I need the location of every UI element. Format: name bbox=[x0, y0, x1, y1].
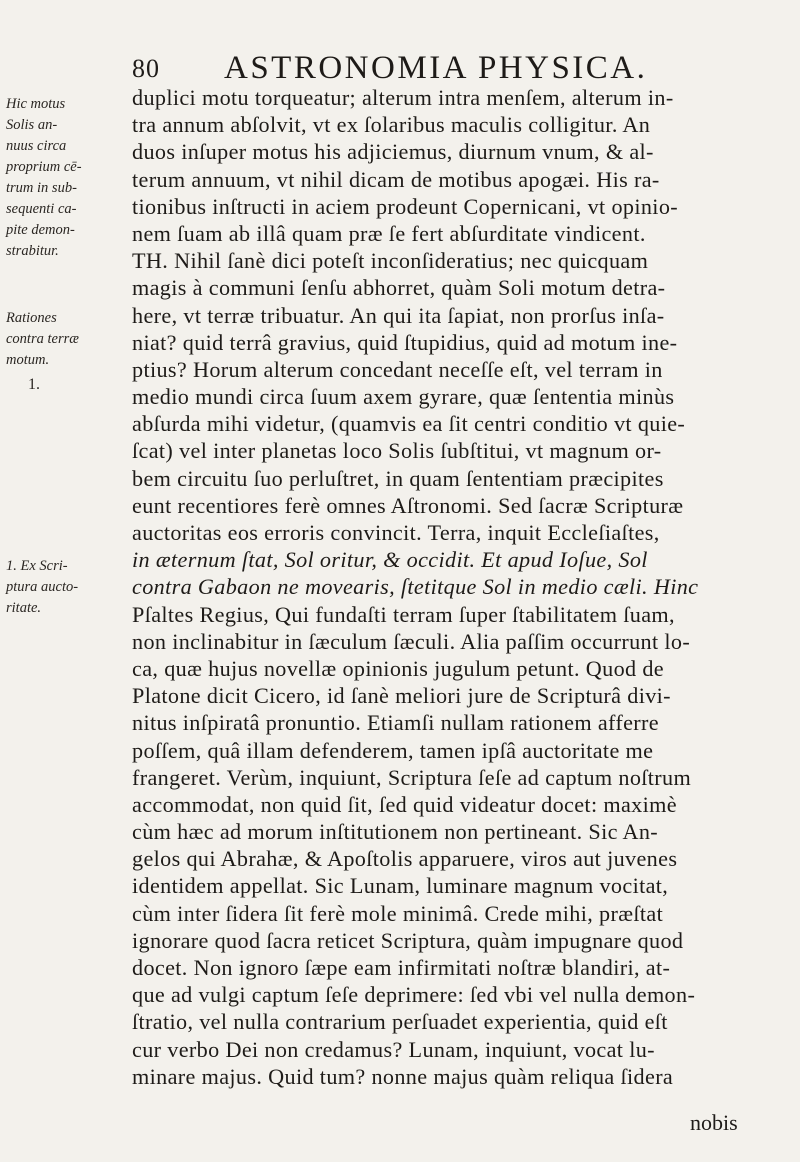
text-line: Platone dicit Cicero, id ſanè meliori jure de Scripturâ divi- bbox=[132, 683, 671, 709]
text-line: gelos qui Abrahæ, & Apoſtolis apparuere, viros aut juvenes bbox=[132, 846, 678, 872]
text-line: que ad vulgi captum ſeſe deprimere: ſed vbi vel nulla demon- bbox=[132, 982, 696, 1008]
margin-note-line: 1. Ex Scri- bbox=[6, 558, 68, 574]
text-line: terum annuum, vt nihil dicam de motibus apogæi. His ra- bbox=[132, 166, 660, 192]
running-head: ASTRONOMIA PHYSICA. bbox=[224, 50, 648, 86]
margin-note-line: sequenti ca- bbox=[6, 201, 77, 217]
text-line: ſtratio, vel nulla contrarium perſuadet experientia, quid eſt bbox=[132, 1009, 668, 1035]
margin-note-line: Hic motus bbox=[6, 96, 66, 112]
catchword: nobis bbox=[690, 1110, 738, 1135]
text-line: here, vt terræ tribuatur. An qui ita ſapiat, non prorſus inſa- bbox=[132, 302, 665, 328]
text-line: medio mundi circa ſuum axem gyrare, quæ ſententia minùs bbox=[132, 384, 675, 410]
margin-note-line: nuus circa bbox=[6, 138, 67, 154]
text-line: bem circuitu ſuo perluſtret, in quam ſententiam præcipites bbox=[132, 465, 664, 491]
text-line: abſurda mihi videtur, (quamvis ea ſit centri conditio vt quie- bbox=[132, 411, 686, 437]
text-line: docet. Non ignoro ſæpe eam infirmitati noſtræ blandiri, at- bbox=[132, 955, 671, 980]
margin-note-line: strabitur. bbox=[6, 243, 59, 259]
text-line: duplici motu torqueatur; alterum intra menſem, alterum in- bbox=[132, 85, 674, 110]
text-line: ſcat) vel inter planetas loco Solis ſubſtitui, vt magnum or- bbox=[132, 438, 662, 464]
text-line: accommodat, non quid ſit, ſed quid videatur docet: maximè bbox=[132, 791, 677, 817]
text-line: contra Gabaon ne movearis, ſtetitque Sol in medio cæli. Hinc bbox=[132, 574, 699, 600]
margin-note-line: pite demon- bbox=[6, 222, 75, 238]
text-line: non inclinabitur in ſæculum ſæculi. Alia paſſim occurrunt lo- bbox=[132, 628, 691, 654]
margin-note-line: Solis an- bbox=[6, 117, 58, 133]
body-text bbox=[132, 84, 782, 1090]
text-line: nitus inſpiratâ pronuntio. Etiamſi nullam rationem afferre bbox=[132, 710, 659, 736]
text-line: magis à communi ſenſu abhorret, quàm Soli motum detra- bbox=[132, 275, 666, 301]
text-line: frangeret. Verùm, inquiunt, Scriptura ſeſe ad captum noſtrum bbox=[132, 764, 692, 790]
text-line: ca, quæ hujus novellæ opinionis jugulum petunt. Quod de bbox=[132, 655, 664, 681]
margin-note-line: trum in sub- bbox=[6, 180, 77, 196]
margin-note-scripture bbox=[6, 556, 126, 619]
text-line: nem ſuam ab illâ quam præ ſe fert abſurditate vindicent. bbox=[132, 220, 646, 246]
margin-note-reasons bbox=[6, 308, 126, 395]
text-line: ignorare quod ſacra reticet Scriptura, quàm impugnare quod bbox=[132, 927, 684, 953]
text-line: cùm hæc ad morum inſtitutionem non pertineant. Sic An- bbox=[132, 819, 659, 845]
text-line: niat? quid terrâ gravius, quid ſtupidius, quid ad motum ine- bbox=[132, 329, 678, 355]
margin-note-line: contra terræ bbox=[6, 331, 79, 347]
text-line: in æternum ſtat, Sol oritur, & occidit. Et apud Ioſue, Sol bbox=[132, 547, 648, 573]
text-line: cùm inter ſidera ſit ferè mole minimâ. Crede mihi, præſtat bbox=[132, 900, 664, 926]
margin-note-line: ptura aucto- bbox=[6, 579, 79, 595]
text-line: duos inſuper motus his adjiciemus, diurnum vnum, & al- bbox=[132, 139, 654, 165]
text-line: tra annum abſolvit, vt ex ſolaribus maculis colligitur. An bbox=[132, 112, 651, 138]
text-line: Pſaltes Regius, Qui fundaſti terram ſuper ſtabilitatem ſuam, bbox=[132, 601, 675, 627]
margin-note-line: proprium cē- bbox=[6, 159, 82, 175]
margin-note-line: Rationes bbox=[6, 310, 57, 326]
text-line: auctoritas eos erroris convincit. Terra, inquit Eccleſiaſtes, bbox=[132, 520, 660, 545]
margin-note-line: ritate. bbox=[6, 600, 42, 616]
text-line: poſſem, quâ illam defenderem, tamen ipſâ auctoritate me bbox=[132, 737, 654, 763]
text-line: minare majus. Quid tum? nonne majus quàm reliqua ſidera bbox=[132, 1063, 674, 1089]
text-line: tionibus inſtructi in aciem prodeunt Copernicani, vt opinio- bbox=[132, 193, 679, 219]
text-line: cur verbo Dei non credamus? Lunam, inquiunt, vocat lu- bbox=[132, 1036, 655, 1062]
text-line: eunt recentiores ferè omnes Aſtronomi. Sed ſacræ Scripturæ bbox=[132, 492, 684, 518]
margin-note-sun-motion bbox=[6, 94, 126, 262]
text-line: TH. Nihil ſanè dici poteſt inconſideratius; nec quicquam bbox=[132, 248, 649, 274]
page-number: 80 bbox=[132, 54, 160, 83]
margin-note-line: motum. bbox=[6, 352, 50, 368]
margin-note-number: 1. bbox=[28, 376, 40, 393]
text-line: identidem appellat. Sic Lunam, luminare magnum vocitat, bbox=[132, 873, 669, 899]
text-line: ptius? Horum alterum concedant neceſſe eſt, vel terram in bbox=[132, 356, 663, 382]
